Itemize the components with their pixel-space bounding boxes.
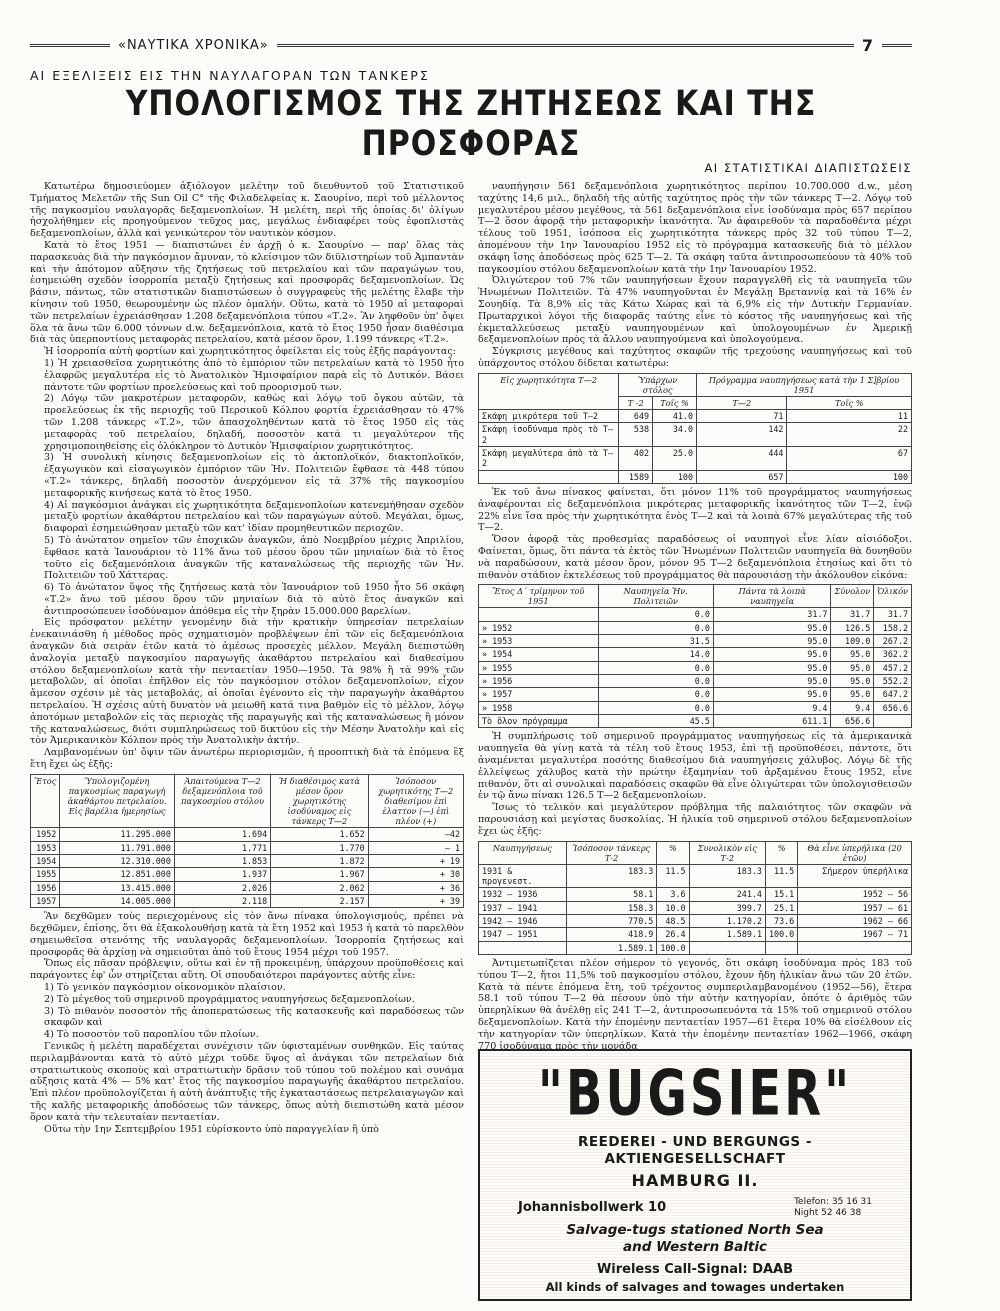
- paragraph: Κατὰ τὸ ἔτος 1951 — διαπιστώνει ἐν ἀρχῇ ὁ κ. Σαουρίνο — παρ' ὅλας τὰς παρασκευὰς διὰ τὴν παγκόσμιον ἄμυναν, τὸ κλείσιμον τῶν διϋλιστηρίων τοῦ Ἀμπαντὰν καὶ τὴν ἀπότομον αὔξησιν τῆς ζητήσεως τοῦ πετρελαίου καὶ τῶν παραγώγων του, ἐσημειώθη σχεδὸν ἰσορροπία μεταξὺ ζητήσεως καὶ προσφορᾶς δεξαμενοπλοίων. Ὡς βάσιν, πάντως, τῶν στατιστικῶν διαπιστώσεων ὁ συγγραφεὺς τῆς μελέτης ἔλαβε τὴν κίνησιν τοῦ 1950, θεωρουμένην ὡς πλέον ὁμαλήν. Οὕτω, κατὰ τὸ 1950 αἱ μεταφοραὶ τῶν πετρελαίων ἐχρειάσθησαν 1.208 δεξαμενόπλοια τύπου «Τ.2». Ἂν ληφθοῦν ὑπ' ὄψει ὅλα τὰ ἄνω τῶν 6.000 τόννων d.w. δεξαμενόπλοια, κατὰ τὸ ἔτος 1950 ἦσαν διαθέσιμα διὰ τὰς ὑπερποντίους μεταφορὰς πετρελαίου, κατὰ μέσον ὅρον, 1.199 τάνκερς «Τ.2».: [30, 239, 464, 346]
- table-cell: 14.0: [598, 648, 713, 661]
- table-cell: 31.7: [874, 608, 912, 621]
- table-cell: 73.6: [765, 915, 797, 928]
- table-row: [479, 928, 912, 941]
- ad-night: 52 46 38: [821, 1207, 862, 1218]
- forecast-table: [30, 774, 464, 908]
- table-cell: 158.3: [566, 901, 657, 914]
- masthead-rule-right: [277, 44, 854, 47]
- table-cell: 1942 — 1946: [479, 915, 567, 928]
- prereq-item: 4) Τὸ ποσοστὸν τοῦ παροπλίου τῶν πλοίων.: [44, 1029, 259, 1041]
- table-cell: 1956: [31, 881, 60, 894]
- table-cell: 1.771: [174, 841, 270, 854]
- table-cell: 1947 — 1951: [479, 928, 567, 941]
- fleet-comparison-table: [478, 373, 912, 484]
- ad-company: REEDEREI - UND BERGUNGS - AKTIENGESELLSCHAFT: [578, 1134, 812, 1167]
- table-cell: 656.6: [831, 715, 874, 728]
- table-cell: 0.0: [598, 621, 713, 634]
- table-cell: 2.026: [174, 881, 270, 894]
- ad-brand: "BUGSIER": [537, 1057, 853, 1131]
- article-subtitle: ΑΙ ΣΤΑΤΙΣΤΙΚΑΙ ΔΙΑΠΙΣΤΩΣΕΙΣ: [704, 161, 912, 175]
- table-cell: 444: [697, 446, 787, 470]
- table-cell: 657: [697, 470, 787, 483]
- paragraph: Εἰς πρόσφατον μελέτην γενομένην διὰ τὴν κρατικὴν ὑπηρεσίαν πετρελαίων ἐνεκαινιάσθη ἡ μέθοδος πρὸς σχηματισμὸν προβλέψεων ἐπὶ τῶν εἰς δεξαμενόπλοια ἀναγκῶν διὰ σειρὰν ἐτῶν κατὰ τὸ ἀμέσως προσεχὲς μέλλον. Μεγάλη διεπιστώθη ἀναλογία μεταξὺ παγκοσμίου παραγωγῆς ἀκαθάρτου πετρελαίου καὶ διαθεσίμου στόλου δεξαμενοπλοίων κατὰ τὴν πενταετίαν 1950—1950. Τὰ 98% ἢ τὰ 99% τῶν μεταβολῶν, αἱ ὁποῖαι ἐπῆλθον εἰς τὸν παγκόσμιον στόλον δεξαμενοπλοίων, εἶχον ἄμεσον σχέσιν μὲ τὰς μεταβολάς, αἱ ὁποῖαι ἐγένοντο εἰς τὴν παραγωγὴν ἀκαθάρτου πετρελαίου. Ἡ σχέσις αὐτὴ δυνατὸν νὰ μειωθῆ κατά τινα βαθμὸν εἰς τὸ μέλλον, λόγῳ ἀποτόμων μεταβολῶν εἰς τὰς περιοχὰς τῆς παραγωγῆς καὶ τῆς καταναλώσεως ἢ μόνον τῆς καταναλώσεως, διότι συμπληρώσεως τοῦ δικτύου εἰς τὴν Μέσην Ἀνατολὴν καὶ εἰς τὸν Ἀμερικανικὸν Κόλπον πρὸς τὴν Ἀνατολικὴν ἀκτήν.: [30, 617, 464, 747]
- table-header: Θὰ εἶνε ὑπερήλικα (20 ἐτῶν): [798, 841, 912, 864]
- factor-item: 5) Τὸ ἀνώτατον σημεῖον τῶν ἐποχικῶν ἀναγκῶν, ἀπὸ Νοεμβρίου μέχρις Ἀπριλίου, ἔφθασε κατὰ Ἰανουάριον τὸ 11% ἄνω τοῦ μέσου ὅρου τῶν μηνιαίων διὰ τὸ ἔτος τοῦτο εἰς δεξαμενόπλοια ἀναγκῶν τῆς καταναλώσεως τῆς περιοχῆς τῶν Ἡν. Πολιτειῶν τοῦ Χάττερας.: [44, 534, 464, 582]
- table-row: [479, 621, 912, 634]
- table-cell: 100.0: [765, 928, 797, 941]
- table-cell: 31.7: [831, 608, 874, 621]
- table-cell: 2.118: [174, 894, 270, 907]
- table-cell: + 36: [368, 881, 463, 894]
- table-cell: 95.0: [713, 688, 831, 701]
- table-cell: 11.5: [657, 864, 689, 888]
- table-header: Ἔτος Δ΄ τρίμηνον τοῦ 1951: [479, 585, 599, 608]
- table-cell: 95.0: [713, 675, 831, 688]
- table-cell: 100: [653, 470, 697, 483]
- table-subheader: Τοῖς %: [653, 396, 697, 409]
- table-subheader: Τ—2: [697, 396, 787, 409]
- table-cell: 48.5: [657, 915, 689, 928]
- table-cell: 11.791.000: [60, 841, 175, 854]
- table-cell: 67: [787, 446, 912, 470]
- table-cell: 126.5: [831, 621, 874, 634]
- table-header: Εἰς χωρητικότητα Τ—2: [479, 373, 619, 409]
- table-cell: 1952 — 56: [798, 888, 912, 901]
- fleet-age-table: [478, 841, 912, 955]
- table-cell: 1962 — 66: [798, 915, 912, 928]
- table-header: Ναυπηγήσεως: [479, 841, 567, 864]
- paragraph: Ἴσως τὸ τελικὸν καὶ μεγαλύτερον πρόβλημα τῆς παλαιότητος τῶν σκαφῶν νὰ παρουσιάσῃ καὶ μεγίστας δυσκολίας. Ἡ ἡλικία τοῦ σημερινοῦ στόλου δεξαμενοπλοίων ἔχει ὡς ἑξῆς:: [478, 802, 912, 837]
- table-cell: 11: [787, 409, 912, 422]
- paragraph: Σύγκρισις μεγέθους καὶ ταχύτητος σκαφῶν τῆς τρεχούσης ναυπηγήσεως καὶ τοῦ ὑπάρχοντος στόλου δίδεται κατωτέρω:: [478, 346, 912, 369]
- table-cell: 2.062: [271, 881, 369, 894]
- table-row: [479, 864, 912, 888]
- table-cell: 0.0: [598, 675, 713, 688]
- paragraph: Οὕτω τὴν 1ην Σεπτεμβρίου 1951 εὑρίσκοντο ὑπὸ παραγγελίαν ἢ ὑπὸ: [44, 1123, 379, 1135]
- prereq-item: 1) Τὸ γενικὸν παγκόσμιον οἰκονομικὸν πλαίσιον.: [44, 981, 286, 993]
- paragraph: Κατωτέρω δημοσιεύομεν ἀξιόλογον μελέτην τοῦ διευθυντοῦ τοῦ Στατιστικοῦ Τμήματος Μελετῶν τῆς Sun Oil C° τῆς Φιλαδελφείας κ. Σαουρίνο, περὶ τοῦ μέλλοντος τῆς παγκοσμίου ναυλαγορᾶς δεξαμενοπλοίων. Ἡ μελέτη, περὶ τῆς ὁποίας δι' ὀλίγων ἠσχολήθημεν εἰς προηγούμενον τεῦχος μας, μεγάλως ἐνδιαφέρει τοὺς ἐφοπλιστὰς δεξαμενοπλοίων, ἀλλὰ καὶ γενικώτερον τὸν ναυτικὸν κόσμον.: [30, 181, 464, 240]
- article-columns: [30, 181, 912, 1311]
- table-cell: [479, 608, 599, 621]
- paragraph: Ἂν δεχθῶμεν τοὺς περιεχομένους εἰς τὸν ἄνω πίνακα ὑπολογισμούς, πρέπει νὰ δεχθῶμεν, ἐπίσης, ὅτι θὰ ἐξακολουθήσῃ κατὰ τὰ ἔτη 1952 καὶ 1953 ἡ κατὰ τὸ παρελθὸν σημειωθεῖσα στενότης τῆς ναυλαγορᾶς δεξαμενοπλοίων. Ἰσορροπία ζητήσεως καὶ προσφορᾶς θὰ ἀρχίσῃ νὰ σημειοῦται ἀπὸ τοῦ ἔτους 1954 μέχρι τοῦ 1957.: [30, 911, 464, 958]
- table-cell: 1954: [31, 854, 60, 867]
- table-cell: 14.005.000: [60, 894, 175, 907]
- table-row: [479, 635, 912, 648]
- ad-telefon-label: Telefon:: [794, 1196, 830, 1207]
- table-header: Σύνολον: [831, 585, 874, 608]
- paragraph: Ὅπως εἰς πᾶσαν πρόβλεψιν, οὕτω καὶ ἐν τῇ προκειμένῃ, ὑπάρχουν προϋποθέσεις καὶ παράγοντες ἐφ' ὧν στηρίζεται αὕτη. Οἱ σπουδαιότεροι παράγοντες αὐτῆς εἶνε:: [30, 958, 464, 982]
- table-header: Πρόγραμμα ναυπηγήσεως κατὰ τὴν 1 Σ]βρίου 1951: [697, 373, 912, 396]
- prereq-item: 3) Τὸ πιθανὸν ποσοστὸν τῆς ἀποπερατώσεως τῆς κατασκευῆς καὶ παραδόσεως τῶν σκαφῶν καὶ: [44, 1005, 464, 1029]
- table-cell: 12.310.000: [60, 854, 175, 867]
- magazine-name: «ΝΑΥΤΙΚΑ ΧΡΟΝΙΚΑ»: [118, 37, 269, 53]
- table-cell: Σκάφη μικρότερα τοῦ Τ—2: [479, 409, 619, 422]
- table-cell: [689, 941, 765, 954]
- table-row: [479, 941, 912, 954]
- table-cell: 34.0: [653, 423, 697, 447]
- table-cell: 241.4: [689, 888, 765, 901]
- table-cell: » 1957: [479, 688, 599, 701]
- paragraph: Γενικῶς ἡ μελέτη παραδέχεται συνέχισιν τῶν ὑφισταμένων συνθηκῶν. Εἰς ταύτας περιλαμβάνονται κατὰ τὸ αὐτὸ μέχρι τοῦδε ὕψος αἱ ἀνάγκαι τῶν πετρελαίων διὰ στρατιωτικοὺς σκοποὺς καὶ στρατιωτικὴν δρᾶσιν τοῦ τύπου τοῦ πολέμου καὶ συνάμα αὔξησις κατὰ 4% — 5% κατ' ἔτος τῆς παγκοσμίου παραγωγῆς ἀκαθάρτου πετρελαίου. Ἐπὶ πλέον προϋπολογίζεται ἡ αὐτὴ ἀνάπτυξις τῆς ἐγκαταστάσεως πετρελαιαγωγῶν καὶ τῆς καλῆς μεταφορικῆς ἀποδόσεως τῶν τάνκερς, ὅπως αὐτὴ διεπιστώθη κατὰ μέσον ὅρον κατὰ τὴν τελευταίαν πενταετίαν.: [30, 1040, 464, 1123]
- table-cell: [479, 470, 619, 483]
- table-cell: 418.9: [566, 928, 657, 941]
- factor-item: 1) Ἡ χρειασθεῖσα χωρητικότης ἀπὸ τὸ ἐμπόριον τῶν πετρελαίων κατὰ τὸ 1950 ἦτο ἐλαφρῶς μεγαλυτέρα εἰς τὸ Ἀνατολικὸν Ἡμισφαίριον παρὰ εἰς τὸ Δυτικόν. Βάσει πάντοτε τῶν φορτίων προελεύσεως καὶ τοῦ προορισμοῦ των.: [44, 357, 464, 393]
- article-title: ΥΠΟΛΟΓΙΣΜΟΣ ΤΗΣ ΖΗΤΗΣΕΩΣ ΚΑΙ ΤΗΣ ΠΡΟΣΦΟΡΑΣ: [125, 83, 817, 165]
- table-cell: 2.157: [271, 894, 369, 907]
- table-cell: 95.0: [713, 661, 831, 674]
- table-cell: 15.1: [765, 888, 797, 901]
- ad-tagline-line2: and Western Baltic: [623, 1239, 767, 1256]
- paragraph: Ἡ ἰσορροπία αὐτὴ φορτίων καὶ χωρητικότητος ὀφείλεται εἰς τοὺς ἑξῆς παράγοντας:: [44, 346, 456, 358]
- table-cell: 25.0: [653, 446, 697, 470]
- table-cell: » 1956: [479, 675, 599, 688]
- paragraph: Λαμβανομένων ὑπ' ὄψιν τῶν ἀνωτέρω περιορισμῶν, ἡ προοπτικὴ διὰ τὰ ἐπόμενα ἓξ ἔτη ἔχει ὡς ἑξῆς:: [30, 747, 464, 771]
- table-cell: 1932 — 1936: [479, 888, 567, 901]
- table-header: Ναυπηγεῖα Ἡν. Πολιτειῶν: [598, 585, 713, 608]
- table-cell: 1.853: [174, 854, 270, 867]
- factor-item: 3) Ἡ συνολικὴ κίνησις δεξαμενοπλοίων εἰς τὸ ἀκτοπλοϊκόν, διακτοπλοϊκόν, ἐξαγωγικὸν καὶ εἰσαγωγικὸν ἐμπόριον τῶν Ἡν. Πολιτειῶν ἔφθασε τὰ 448 τύπου «Τ.2» τάνκερς, δηλαδὴ ποσοστὸν ἀνερχόμενον εἰς τὰ 37% τῆς παγκοσμίου μεταφορικῆς κινήσεως κατὰ τὸ ἔτος 1950.: [44, 452, 464, 499]
- table-cell: 31.5: [598, 635, 713, 648]
- ad-city: HAMBURG II.: [631, 1171, 759, 1191]
- table-row: [31, 828, 464, 841]
- ad-tagline-line1: Salvage-tugs stationed North Sea: [566, 1222, 824, 1239]
- table-cell: 1.652: [271, 828, 369, 841]
- table-cell: 71: [697, 409, 787, 422]
- table-cell: 26.4: [657, 928, 689, 941]
- table-cell: 1.589.1: [689, 928, 765, 941]
- table-cell: Σκάφη μεγαλύτερα ἀπὸ τὰ Τ—2: [479, 446, 619, 470]
- table-row: [479, 915, 912, 928]
- table-header: Ἰσόποσον χωρητικότης Τ—2 διαθεσίμου ἐπὶ ἐλαττον (—) ἐπὶ πλέον (+): [368, 774, 463, 827]
- bugsier-advertisement: [478, 1049, 912, 1301]
- table-row: [31, 841, 464, 854]
- table-cell: 649: [619, 409, 653, 422]
- table-cell: 58.1: [566, 888, 657, 901]
- table-subheader: Τοῖς %: [787, 396, 912, 409]
- table-cell: 1.170.2: [689, 915, 765, 928]
- table-cell: 611.1: [713, 715, 831, 728]
- table-cell: 109.0: [831, 635, 874, 648]
- table-cell: » 1953: [479, 635, 599, 648]
- factor-item: 4) Αἱ παγκόσμιοι ἀνάγκαι εἰς χωρητικότητα δεξαμενοπλοίων κατενεμήθησαν σχεδὸν μεταξὺ φορτίων ἀκαθάρτου πετρελαίου καὶ τῶν παραγώγων αὐτοῦ. Μεγάλαι, ὅμως, διαφοραὶ ἐσημειώθησαν μεταξὺ τῶν κατ' ἰδίαν προμηθευτικῶν περιοχῶν.: [44, 499, 464, 535]
- table-cell: —42: [368, 828, 463, 841]
- table-cell: 267.2: [874, 635, 912, 648]
- table-cell: [874, 715, 912, 728]
- table-header: Ἡ διαθέσιμος κατὰ μέσον ὅρον χωρητικότης ἰσοδύναμος εἰς τάνκερς Τ—2: [271, 774, 369, 827]
- left-column: [30, 181, 464, 1311]
- table-header: Ὑπολογιζομένη παγκοσμίως παραγωγὴ ἀκαθάρτου πετρελαίου. Εἰς βαρέλια ἡμερησίως: [60, 774, 175, 827]
- table-header: Ἔτος: [31, 774, 60, 827]
- table-cell: 402: [619, 446, 653, 470]
- table-cell: Σκάφη ἰσοδύναμα πρὸς τὸ Τ—2: [479, 423, 619, 447]
- table-cell: 1.589.1: [566, 941, 657, 954]
- table-cell: 1.967: [271, 868, 369, 881]
- table-header: Ὑπάρχων στόλος: [619, 373, 697, 396]
- table-row: [479, 675, 912, 688]
- table-cell: 95.0: [831, 688, 874, 701]
- table-header: Ἰσόποσον τάνκερς Τ-2: [566, 841, 657, 864]
- table-header: %: [657, 841, 689, 864]
- table-row: [479, 423, 912, 447]
- table-cell: 0.0: [598, 701, 713, 714]
- ad-night-label: Night: [794, 1207, 819, 1218]
- paragraph: ναυπήγησιν 561 δεξαμενόπλοια χωρητικότητος περίπου 10.700.000 d.w., μέση ταχύτης 14,6 μιλ., δηλαδὴ τῆς αὐτῆς ταχύτητος πρὸς τὴν τῶν τάνκερς Τ—2. Λόγῳ τοῦ μεγαλυτέρου μέσου μεγέθους, τὰ 561 δεξαμενόπλοια εἶνε ἰσοδύναμα πρὸς 657 περίπου Τ—2 ὅσον ἀφορᾷ τὴν μεταφορικὴν ἱκανότητα. Ἂν ἀφαιρεθοῦν τὰ παραδοθέντα μέχρι τέλους τοῦ 1951, ἰσόποσα εἰς χωρητικότητα τάνκερς πρὸς 32 τοῦ τύπου Τ—2, ἀπομένουν τὴν 1ην Ἰανουαρίου 1952 εἰς τὸ πρόγραμμα κατασκευῆς διὰ τὸ μέλλον σκάφη ἴσης ἀποδόσεως πρὸς 625 Τ—2. Τὰ σκάφη ταῦτα ἀντιπροσωπεύουν τὰ 40% τοῦ παγκοσμίου στόλου δεξαμενοπλοίων κατὰ τὴν 1ην Ἰανουαρίου 1952.: [478, 181, 912, 275]
- masthead-rule-end: [882, 44, 912, 47]
- table-cell: 1955: [31, 868, 60, 881]
- factor-item: 6) Τὸ ἀνώτατον ὕψος τῆς ζητήσεως κατὰ τὸν Ἰανουάριον τοῦ 1950 ἦτο 56 σκάφη «Τ.2» ἄνω τοῦ μέσου ὅρου τῶν μηνιαίων διὰ τὸ αὐτὸ ἔτος ἀναγκῶν καὶ ἀντιπροσώπευεν ἰσοδύναμον ἀπόθεμα εἰς τὴν ξηρὰν 15.000.000 βαρελίων.: [44, 582, 464, 617]
- table-cell: 656.6: [874, 701, 912, 714]
- table-cell: [479, 941, 567, 954]
- table-cell: [765, 941, 797, 954]
- factor-item: 2) Λόγῳ τῶν μακροτέρων μεταφορῶν, καθὼς καὶ λόγῳ τοῦ ὄγκου αὐτῶν, τὰ προελεύσεως ἐκ τῆς περιοχῆς τοῦ Περσικοῦ Κόλπου φορτία ἐχρειάσθησαν τὸ 47% τῶν 1.208 τάνκερς «Τ.2», τῶν ἀπασχοληθέντων κατὰ τὸ ἔτος 1950 εἰς τὰς μεταφορὰς τοῦ πετρελαίου, δηλαδή, ποσοστὸν κατά τι μεγαλύτερον τῆς χρησιμοποιηθείσης εἰς ὁλόκληρον τὸ Δυτικὸν Ἡμισφαίριον χωρητικότητος.: [44, 393, 464, 452]
- table-row: [479, 888, 912, 901]
- table-cell: » 1955: [479, 661, 599, 674]
- table-row: [31, 881, 464, 894]
- table-row: [479, 648, 912, 661]
- table-header: Ἀπαιτούμενα Τ—2 δεξαμενόπλοια τοῦ παγκοσμίου στόλου: [174, 774, 270, 827]
- table-cell: 0.0: [598, 608, 713, 621]
- table-cell: 1.694: [174, 828, 270, 841]
- table-cell: + 19: [368, 854, 463, 867]
- table-cell: 1.770: [271, 841, 369, 854]
- table-row: [479, 608, 912, 621]
- table-cell: 457.2: [874, 661, 912, 674]
- paragraph: Ἐκ τοῦ ἄνω πίνακος φαίνεται, ὅτι μόνον 11% τοῦ προγράμματος ναυπηγήσεως ἀναφέρονται εἰς δεξαμενόπλοια μικρότερας μεταφορικῆς ἱκανότητος τῶν Τ—2, ἐνῷ 22% εἶνε ἴσα πρὸς τὴν χωρητικότητα ἑνὸς Τ—2 καὶ τὰ λοιπὰ 67% μεγαλύτερας τῆς τοῦ Τ—2.: [478, 486, 912, 534]
- table-cell: 142: [697, 423, 787, 447]
- table-cell: + 30: [368, 868, 463, 881]
- paragraph: Ἡ συμπλήρωσις τοῦ σημερινοῦ προγράμματος ναυπηγήσεως εἰς τὰ ἀμερικανικὰ ναυπηγεῖα θὰ γίνῃ κατὰ τὰ τέλη τοῦ ἔτους 1953, ἐπὶ τῇ προϋποθέσει, πάντοτε, ὅτι ἀναμένεται μεγαλυτέρα ποσότης διαθεσίμου διὰ ναυπηγήσεις χάλυβος. Λόγῳ δὲ τῆς ἐλλείψεως χάλυβος κατὰ τὴν πρώτην ἑξαμηνίαν τοῦ ἀρξαμένου ἔτους 1952, εἶνε πιθανόν, ὅτι αἱ συνολικαὶ παραδόσεις σκαφῶν θὰ εἶνε ὀλιγώτεραι τῶν ὑπολογισθεισῶν ἐν τῷ ἄνω πίνακι 126.5 Τ—2 δεξαμενοπλοίων.: [478, 731, 912, 802]
- table-cell: 362.2: [874, 648, 912, 661]
- masthead: [30, 30, 912, 60]
- table-cell: » 1958: [479, 701, 599, 714]
- table-cell: 647.2: [874, 688, 912, 701]
- table-row: [479, 715, 912, 728]
- table-cell: 25.1: [765, 901, 797, 914]
- table-cell: 552.2: [874, 675, 912, 688]
- delivery-schedule-table: [478, 584, 912, 728]
- article-kicker: ΑΙ ΕΞΕΛΙΞΕΙΣ ΕΙΣ ΤΗΝ ΝΑΥΛΑΓΟΡΑΝ ΤΩΝ ΤΑΝΚΕΡΣ: [30, 68, 430, 83]
- table-cell: 1957 — 61: [798, 901, 912, 914]
- table-row: [479, 470, 912, 483]
- table-cell: 45.5: [598, 715, 713, 728]
- table-subheader: Τ -2: [619, 396, 653, 409]
- forecast-table-body: [31, 828, 464, 908]
- right-column-text: [478, 181, 912, 1052]
- table-cell: — 1: [368, 841, 463, 854]
- ad-address-row: [488, 1197, 902, 1219]
- table-cell: 1952: [31, 828, 60, 841]
- ad-services: All kinds of salvages and towages undertaken: [545, 1280, 845, 1295]
- masthead-rule-left: [30, 44, 110, 47]
- table-header: Πάντα τὰ λοιπὰ ναυπηγεῖα: [713, 585, 831, 608]
- table-cell: [798, 941, 912, 954]
- table-cell: 95.0: [831, 661, 874, 674]
- table-cell: 9.4: [831, 701, 874, 714]
- table-cell: 95.0: [713, 648, 831, 661]
- paragraph: Ὅσον ἀφορᾷ τὰς προθεσμίας παραδόσεως οἱ ναυπηγοὶ εἶνε λίαν αἰσιόδοξοι. Φαίνεται, ὅμως, ὅτι πάντα τὰ ἐκτὸς τῶν Ἡνωμένων Πολιτειῶν ναυπηγεῖα θὰ δυνηθοῦν νὰ παραδώσουν, κατὰ μέσον ὅρον, μόνον 95 Τ—2 δεξαμενόπλοια ἐτησίως καὶ ὅτι τὸ πιθανὸν στάδιον ἐκτελέσεως τοῦ προγράμματος θὰ παρουσιάσῃ τὴν ἀκόλουθον εἰκόνα:: [478, 534, 912, 581]
- table-cell: 100.0: [657, 941, 689, 954]
- table-row: [31, 894, 464, 907]
- ad-address: Johannisbollwerk 10: [518, 1199, 667, 1215]
- table-row: [479, 446, 912, 470]
- table-cell: 0.0: [598, 661, 713, 674]
- table-cell: 95.0: [713, 635, 831, 648]
- fleet-age-body: [479, 864, 912, 954]
- paragraph: Ὀλιγώτερον τοῦ 7% τῶν ναυπηγήσεων ἔχουν παραγγελθῆ εἰς τὰ ναυπηγεῖα τῶν Ἡνωμένων Πολιτειῶν. Τὰ 47% ναυπηγοῦνται ἐν Μεγάλῃ Βρεταννίᾳ καὶ τὰ 16% ἐν Σουηδίᾳ. Τὰ 8,9% εἰς τὰς Κάτω Χώρας καὶ τὰ 6,9% εἰς τὴν Δυτικὴν Γερμανίαν. Πρωταρχικοὶ λόγοι τῆς διαφορᾶς ταύτης εἶνε τὸ κόστος τῆς ναυπηγήσεως καὶ τῆς ἐκμεταλλεύσεως μεταξὺ ναυπηγουμένων καὶ ὑπολογουμένων ἐν Ἀμερικῇ δεξαμενοπλοίων πρὸς τὰ ἄλλου ναυπηγούμενα καὶ ὑπολογούμενα.: [478, 275, 912, 346]
- table-cell: 158.2: [874, 621, 912, 634]
- table-cell: 100: [787, 470, 912, 483]
- table-cell: + 39: [368, 894, 463, 907]
- table-cell: 95.0: [831, 675, 874, 688]
- table-row: [479, 688, 912, 701]
- ad-tagline: [488, 1222, 902, 1256]
- table-cell: 10.0: [657, 901, 689, 914]
- table-cell: 41.0: [653, 409, 697, 422]
- table-header: %: [765, 841, 797, 864]
- fleet-comparison-body: [479, 409, 912, 483]
- page-number: 7: [861, 35, 874, 55]
- table-cell: 11.5: [765, 864, 797, 888]
- table-cell: Σήμερον ὑπερήλικα: [798, 864, 912, 888]
- prereq-item: 2) Τὸ μέγεθος τοῦ σημερινοῦ προγράμματος ναυπηγήσεως δεξαμενοπλοίων.: [44, 993, 415, 1005]
- table-cell: 13.415.000: [60, 881, 175, 894]
- table-cell: » 1952: [479, 621, 599, 634]
- table-cell: 1937 — 1941: [479, 901, 567, 914]
- table-row: [479, 409, 912, 422]
- table-cell: 183.3: [689, 864, 765, 888]
- table-row: [479, 701, 912, 714]
- table-cell: 538: [619, 423, 653, 447]
- table-cell: Τὸ ὅλον πρόγραμμα: [479, 715, 599, 728]
- table-cell: » 1954: [479, 648, 599, 661]
- table-cell: 1967 — 71: [798, 928, 912, 941]
- table-cell: 12.851.000: [60, 868, 175, 881]
- table-cell: 399.7: [689, 901, 765, 914]
- table-cell: 1957: [31, 894, 60, 907]
- table-cell: 95.0: [831, 648, 874, 661]
- table-cell: 11.295.000: [60, 828, 175, 841]
- table-cell: 1.872: [271, 854, 369, 867]
- delivery-schedule-body: [479, 608, 912, 728]
- table-cell: 1589: [619, 470, 653, 483]
- right-column: [478, 181, 912, 1311]
- table-cell: 1931 & προγενεστ.: [479, 864, 567, 888]
- table-row: [479, 661, 912, 674]
- table-cell: 3.6: [657, 888, 689, 901]
- ad-phones: [794, 1197, 872, 1219]
- table-cell: 770.5: [566, 915, 657, 928]
- table-row: [479, 901, 912, 914]
- ad-telefon: 35 16 31: [831, 1196, 872, 1207]
- ad-wireless: Wireless Call-Signal: DAAB: [596, 1262, 794, 1278]
- table-cell: 31.7: [713, 608, 831, 621]
- table-cell: 183.3: [566, 864, 657, 888]
- table-cell: 9.4: [713, 701, 831, 714]
- table-cell: 0.0: [598, 688, 713, 701]
- table-header: Ὁλικόν: [874, 585, 912, 608]
- table-row: [31, 868, 464, 881]
- table-cell: 22: [787, 423, 912, 447]
- table-row: [31, 854, 464, 867]
- table-cell: 1953: [31, 841, 60, 854]
- table-cell: 95.0: [713, 621, 831, 634]
- table-header: Συνολικὸν εἰς Τ-2: [689, 841, 765, 864]
- paragraph: Ἀντιμετωπίζεται πλέον σήμερον τὸ γεγονός, ὅτι σκάφη ἰσοδύναμα πρὸς 183 τοῦ τύπου Τ—2, ἤτοι 11,5% τοῦ παγκοσμίου στόλου, ἔχουν ἤδη ἡλικίαν ἄνω τῶν 20 ἐτῶν. Κατὰ τὰ πέντε ἐπόμενα ἔτη, τοῦ τρέχοντος συμπεριλαμβανομένου (1952—56), ἕτερα 58.1 τοῦ τύπου Τ—2 θὰ πέσουν ὑπὸ τὴν αὐτὴν κατηγορίαν, ὁπότε ὁ ἀριθμὸς τῶν ὑπερηλίκων θὰ ἀνέλθῃ εἰς 241 Τ—2, ἀντιπροσωπευόντα τὰ 15% τοῦ σημερινοῦ στόλου δεξαμενοπλοίων. Κατὰ τὴν ἐπομένην πενταετίαν 1957—61 ἕτερα 10% θὰ εἰσέλθουν εἰς τὴν κατηγορίαν τῶν ὑπερηλίκων. Κατὰ τὴν ἐπομένην πενταετίαν 1962—1966, σκάφη 770 ἰσοδύναμα πρὸς τὴν μονάδα: [478, 958, 912, 1052]
- table-cell: 1.937: [174, 868, 270, 881]
